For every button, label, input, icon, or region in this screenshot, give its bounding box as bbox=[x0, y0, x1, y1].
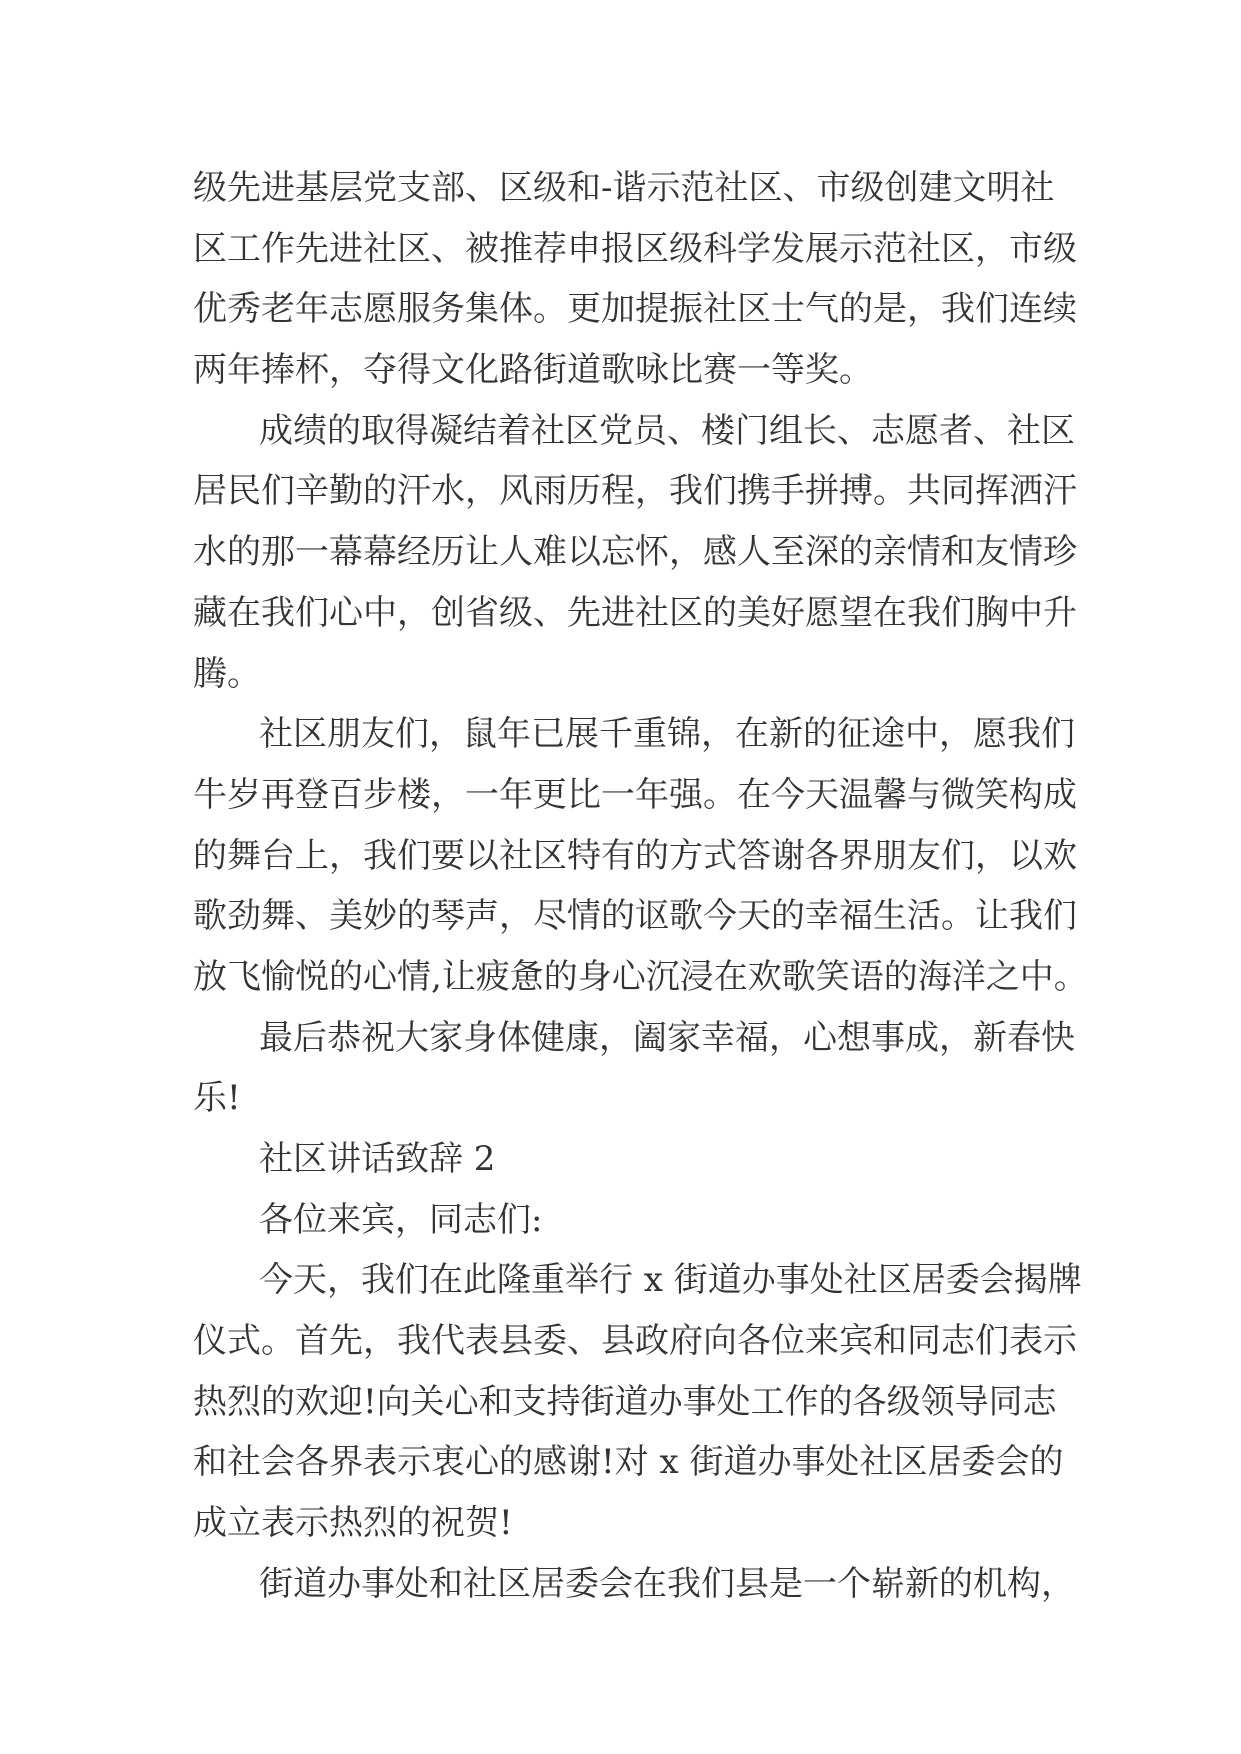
text-line: 放飞愉悦的心情,让疲惫的身心沉浸在欢歌笑语的海洋之中。 bbox=[193, 956, 1088, 997]
text-line: 藏在我们心中，创省级、先进社区的美好愿望在我们胸中升 bbox=[193, 592, 1077, 633]
text-line: 最后恭祝大家身体健康，阖家幸福，心想事成，新春快 bbox=[259, 1017, 1075, 1058]
document-body bbox=[193, 158, 1088, 1615]
text-line: 优秀老年志愿服务集体。更加提振社区士气的是，我们连续 bbox=[193, 289, 1077, 330]
text-line: 和社会各界表示衷心的感谢!对 x 街道办事处社区居委会的 bbox=[193, 1442, 1064, 1483]
text-line: 社区朋友们，鼠年已展千重锦，在新的征途中，愿我们 bbox=[259, 714, 1075, 755]
text-line: 级先进基层党支部、区级和-谐示范社区、市级创建文明社 bbox=[193, 168, 1055, 208]
text-line: 社区讲话致辞 2 bbox=[259, 1139, 496, 1179]
text-line: 成立表示热烈的祝贺! bbox=[193, 1503, 513, 1544]
text-line: 各位来宾，同志们: bbox=[259, 1199, 543, 1240]
text-line: 的舞台上，我们要以社区特有的方式答谢各界朋友们，以欢 bbox=[193, 835, 1077, 876]
text-line: 乐! bbox=[193, 1078, 241, 1119]
text-line: 区工作先进社区、被推荐申报区级科学发展示范社区，市级 bbox=[193, 228, 1077, 269]
text-line: 今天，我们在此隆重举行 x 街道办事处社区居委会揭牌 bbox=[259, 1260, 1082, 1301]
text-line: 歌劲舞、美妙的琴声，尽情的讴歌今天的幸福生活。让我们 bbox=[193, 896, 1077, 937]
text-line: 腾。 bbox=[193, 653, 261, 694]
text-line: 仪式。首先，我代表县委、县政府向各位来宾和同志们表示 bbox=[193, 1321, 1077, 1362]
text-line: 水的那一幕幕经历让人难以忘怀，感人至深的亲情和友情珍 bbox=[193, 532, 1077, 573]
text-line: 牛岁再登百步楼，一年更比一年强。在今天温馨与微笑构成 bbox=[193, 774, 1077, 815]
text-line: 成绩的取得凝结着社区党员、楼门组长、志愿者、社区 bbox=[259, 410, 1075, 451]
text-line: 热烈的欢迎!向关心和支持街道办事处工作的各级领导同志 bbox=[193, 1381, 1057, 1422]
text-line: 两年捧杯，夺得文化路街道歌咏比赛一等奖。 bbox=[193, 350, 873, 391]
text-line: 街道办事处和社区居委会在我们县是一个崭新的机构， bbox=[259, 1563, 1075, 1604]
text-line: 居民们辛勤的汗水，风雨历程，我们携手拼搏。共同挥洒汗 bbox=[193, 471, 1077, 512]
